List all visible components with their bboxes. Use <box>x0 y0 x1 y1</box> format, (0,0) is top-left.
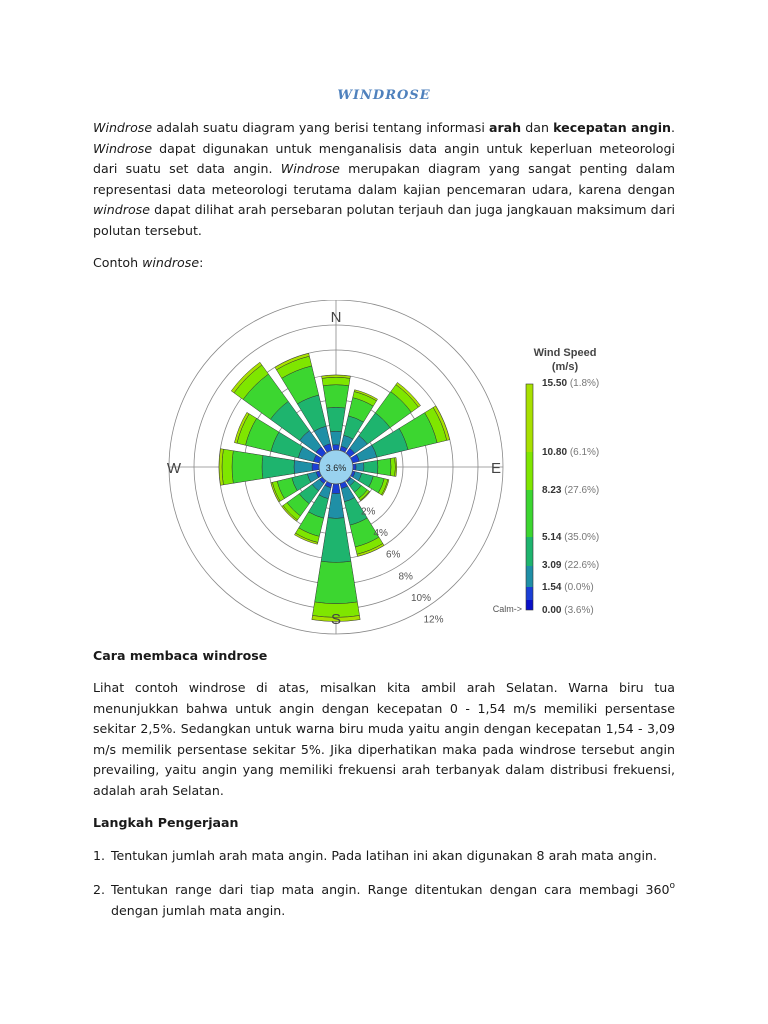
legend-label <box>542 605 594 616</box>
legend-bar <box>526 384 533 610</box>
ring-label: 2% <box>361 506 376 518</box>
ring-label: 8% <box>398 571 413 583</box>
ring-label: 6% <box>386 549 401 561</box>
section-cara-body: Lihat contoh windrose di atas, misalkan kita ambil arah Selatan. Warna biru tua menunjukkan bahwa untuk angin dengan kecepatan 0 - 1,54 m/s memiliki persentase sekitar 2,5%. Sedangkan untuk warna biru muda yaitu angin dengan kecepatan 1,54 - 3,09 m/s memilik persentase sekitar 5%. Jika diperhatikan maka pada windrose tersebut angin prevailing, yaitu angin yang memiliki frekuensi arah terbanyak dalam distribusi frekuensi, adalah arah Selatan. <box>93 680 675 798</box>
legend-unit: (m/s) <box>551 361 579 373</box>
legend-percent: (27.6%) <box>564 485 600 496</box>
petal-segment <box>294 460 312 473</box>
legend-speed: 3.09 <box>542 560 565 571</box>
legend-title: Wind Speed <box>533 347 597 359</box>
list-text: Tentukan range dari tiap mata angin. Range ditentukan dengan cara membagi 360$^o$ dengan jumlah mata angin. <box>111 880 675 918</box>
windrose-chart <box>160 300 620 640</box>
legend-swatch <box>526 384 533 452</box>
legend-percent: (1.8%) <box>569 378 600 389</box>
petal-segment <box>327 407 346 431</box>
petal-segment <box>332 484 340 494</box>
petal-segment <box>364 460 378 473</box>
list-number: 2. <box>93 882 106 897</box>
petal-segment <box>377 458 391 475</box>
legend-percent: (22.6%) <box>564 560 600 571</box>
list-number: 1. <box>93 848 106 863</box>
petal-segment <box>323 385 349 408</box>
windrose-petals <box>219 353 450 621</box>
example-label: Contoh windrose: <box>93 255 204 270</box>
legend-label <box>542 560 599 571</box>
petal-segment <box>315 561 358 603</box>
petal-segment <box>262 455 295 478</box>
legend-swatch <box>526 566 533 587</box>
petal-segment <box>333 445 340 450</box>
ring-label: 4% <box>373 527 388 539</box>
legend-speed: 15.50 <box>542 378 570 389</box>
legend-label <box>542 378 599 389</box>
legend-percent: (35.0%) <box>564 532 600 543</box>
legend-label <box>542 532 599 543</box>
legend-percent: (3.6%) <box>564 605 594 616</box>
ring-label: 10% <box>411 592 432 604</box>
legend <box>490 347 600 616</box>
legend-swatch <box>526 452 533 490</box>
dir-s: S <box>330 611 342 628</box>
legend-calm-label: Calm-> <box>492 604 522 614</box>
petal-segment <box>356 463 364 472</box>
intro-term-1: Windrose <box>93 120 153 135</box>
petal-segment <box>330 431 341 445</box>
intro-paragraph: Windrose adalah suatu diagram yang berisi tentang informasi arah dan kecepatan angin. Windrose dapat digunakan untuk menganalisis data angin untuk keperluan meteorologi dari suatu set data angin. Windrose merupakan diagram yang sangat penting dalam representasi data meteorologi terutama dalam kajian pencemaran udara, karena dengan windrose dapat dilihat arah persebaran polutan terjauh dan juga jangkauan maksimum dari polutan tersebut. <box>93 120 676 238</box>
legend-speed: 5.14 <box>542 532 565 543</box>
petal-segment <box>390 458 395 477</box>
legend-percent: (0.0%) <box>564 582 594 593</box>
legend-swatch <box>526 600 533 610</box>
petal-segment <box>328 493 344 518</box>
petal-segment <box>312 463 319 471</box>
ring-label: 12% <box>423 614 444 626</box>
petal-segment <box>222 449 233 485</box>
legend-swatch <box>526 587 533 600</box>
petal-segment <box>232 451 263 484</box>
legend-swatch <box>526 490 533 537</box>
petal-segment <box>322 377 350 386</box>
legend-swatch <box>526 537 533 566</box>
list-item <box>93 846 675 867</box>
dir-e: E <box>490 460 502 477</box>
legend-speed: 0.00 <box>542 605 565 616</box>
legend-speed: 8.23 <box>542 485 565 496</box>
section-heading-langkah: Langkah Pengerjaan <box>93 815 239 830</box>
list-text: Tentukan jumlah arah mata angin. Pada latihan ini akan digunakan 8 arah mata angin. <box>111 848 657 863</box>
dir-w: W <box>166 460 182 477</box>
legend-label <box>542 485 599 496</box>
legend-speed: 10.80 <box>542 447 570 458</box>
ring-labels <box>361 506 444 625</box>
legend-labels <box>542 378 599 616</box>
legend-percent: (6.1%) <box>569 447 600 458</box>
page-title: WINDROSE <box>337 88 431 103</box>
list-item <box>93 880 675 921</box>
legend-label <box>542 447 599 458</box>
section-heading-cara: Cara membaca windrose <box>93 648 268 663</box>
calm-percent: 3.6% <box>325 463 347 473</box>
legend-label <box>542 582 594 593</box>
legend-speed: 1.54 <box>542 582 565 593</box>
dir-n: N <box>330 309 342 326</box>
petal-segment <box>321 518 351 563</box>
